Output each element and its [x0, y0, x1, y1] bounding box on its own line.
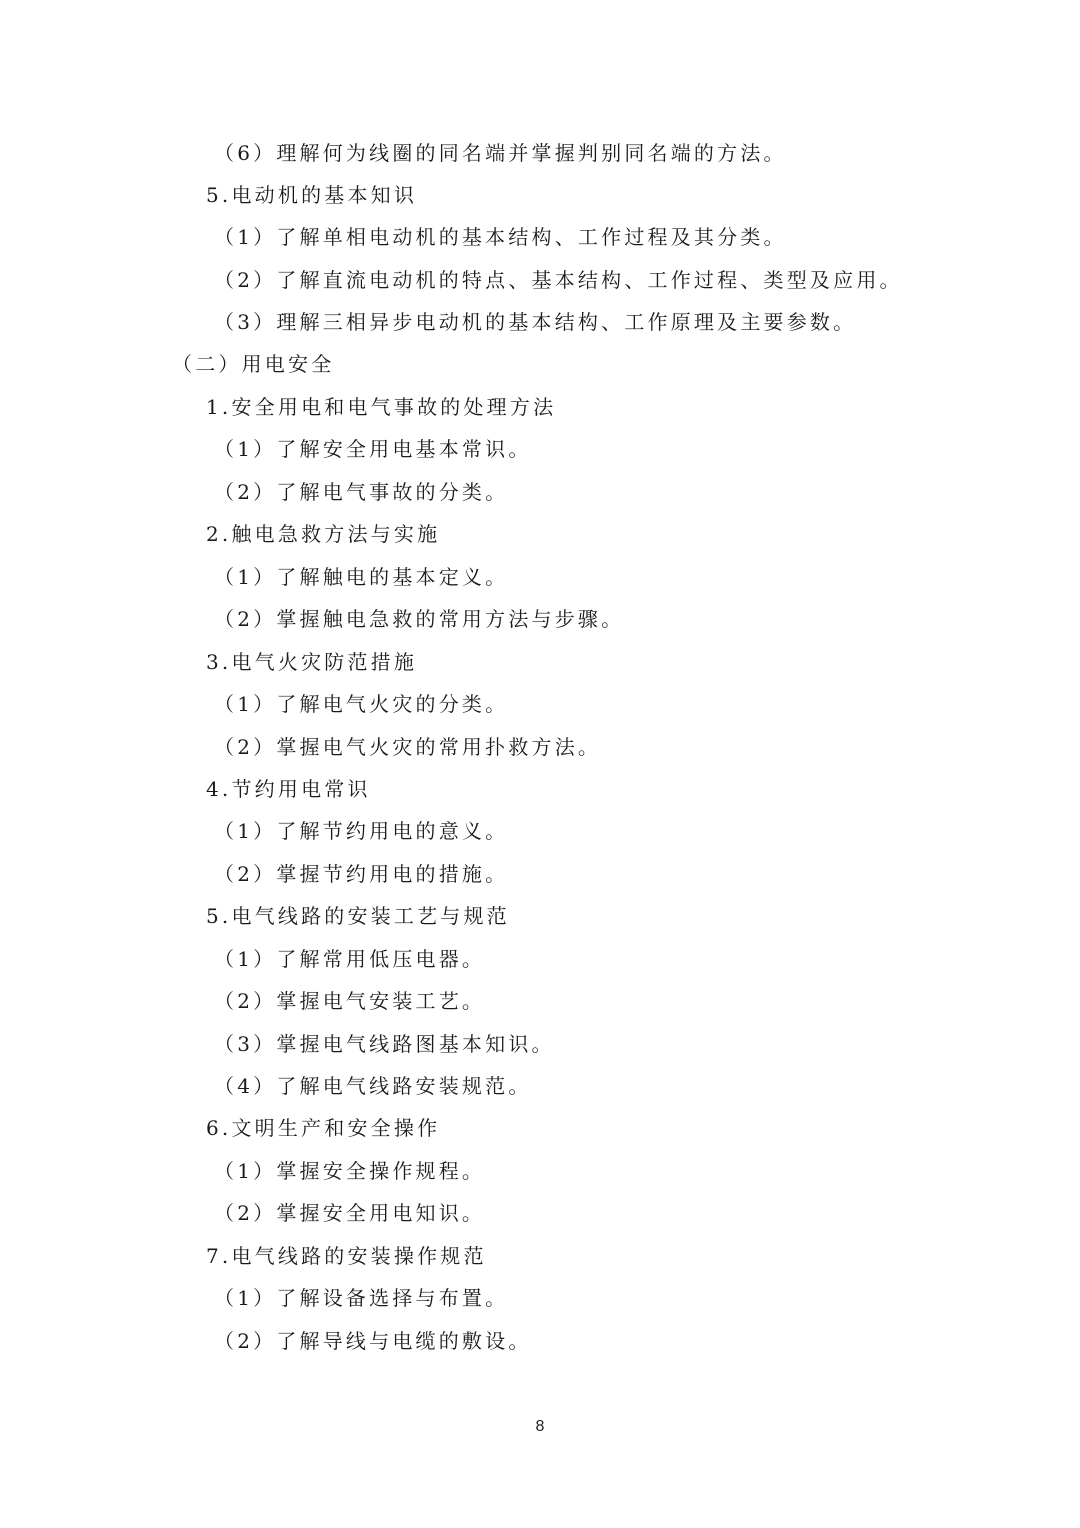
section-subheading: 6.文明生产和安全操作	[206, 1116, 441, 1140]
outline-item: （1）了解节约用电的意义。	[214, 819, 509, 843]
outline-item: （2）掌握触电急救的常用方法与步骤。	[214, 607, 625, 631]
outline-item: （1）了解电气火灾的分类。	[214, 692, 509, 716]
section-subheading: 2.触电急救方法与实施	[206, 522, 441, 546]
outline-item: （2）了解直流电动机的特点、基本结构、工作过程、类型及应用。	[214, 268, 903, 292]
section-subheading: 5.电气线路的安装工艺与规范	[206, 904, 510, 928]
outline-item: （1）了解常用低压电器。	[214, 947, 486, 971]
outline-item: （3）掌握电气线路图基本知识。	[214, 1032, 555, 1056]
outline-item: （1）掌握安全操作规程。	[214, 1159, 486, 1183]
outline-item: （3）理解三相异步电动机的基本结构、工作原理及主要参数。	[214, 310, 857, 334]
outline-item: （2）掌握安全用电知识。	[214, 1201, 486, 1225]
section-subheading: 7.电气线路的安装操作规范	[206, 1244, 487, 1268]
outline-item: （1）了解单相电动机的基本结构、工作过程及其分类。	[214, 225, 787, 249]
outline-item: （1）了解安全用电基本常识。	[214, 437, 532, 461]
outline-item: （6）理解何为线圈的同名端并掌握判别同名端的方法。	[214, 141, 787, 165]
outline-item: （4）了解电气线路安装规范。	[214, 1074, 532, 1098]
outline-item: （1）了解设备选择与布置。	[214, 1286, 509, 1310]
outline-item: （2）掌握电气安装工艺。	[214, 989, 486, 1013]
outline-item: （2）了解电气事故的分类。	[214, 480, 509, 504]
section-subheading: 1.安全用电和电气事故的处理方法	[206, 395, 557, 419]
section-subheading: 5.电动机的基本知识	[206, 183, 418, 207]
outline-item: （2）掌握节约用电的措施。	[214, 862, 509, 886]
section-subheading: 4.节约用电常识	[206, 777, 371, 801]
page-number: 8	[535, 1418, 545, 1435]
outline-item: （1）了解触电的基本定义。	[214, 565, 509, 589]
section-heading: （二）用电安全	[172, 352, 335, 376]
outline-item: （2）掌握电气火灾的常用扑救方法。	[214, 735, 602, 759]
section-subheading: 3.电气火灾防范措施	[206, 650, 418, 674]
outline-item: （2）了解导线与电缆的敷设。	[214, 1329, 532, 1353]
